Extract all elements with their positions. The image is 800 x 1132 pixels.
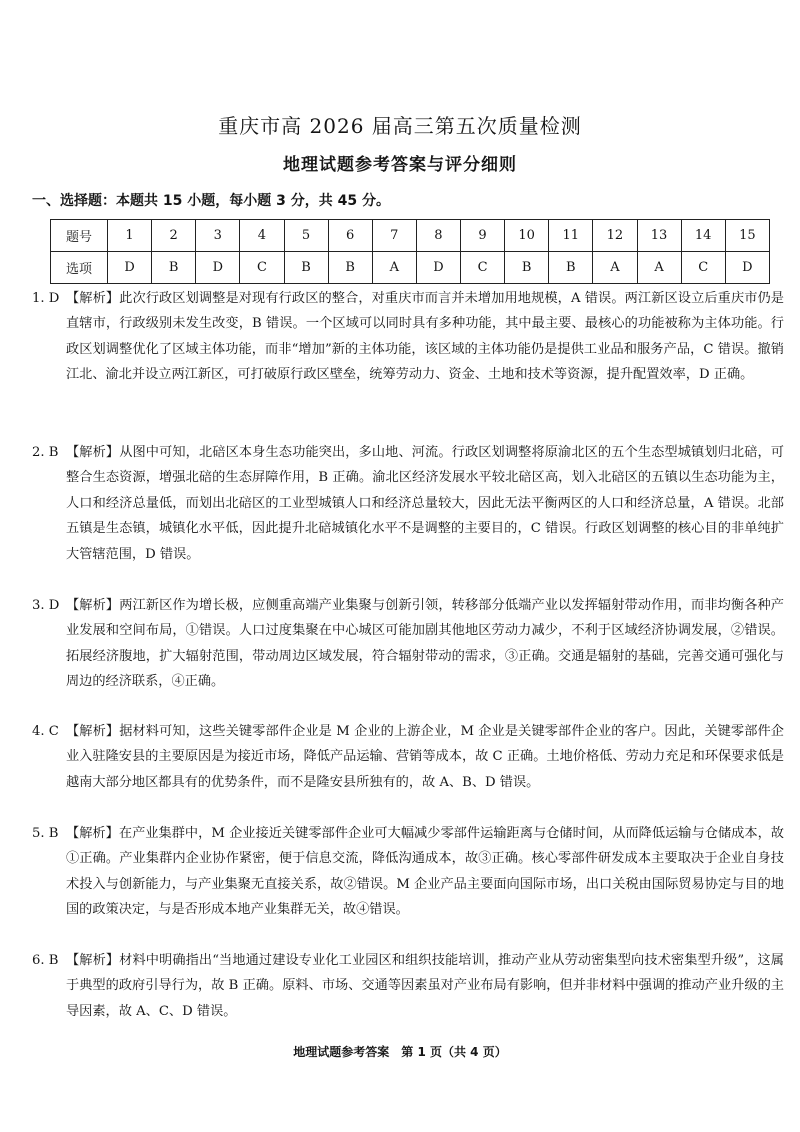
exam-title: 重庆市高 2026 届高三第五次质量检测 (218, 114, 582, 138)
answer-cell: C (681, 252, 725, 284)
answer-cell: B (328, 252, 372, 284)
question-number-cell: 5 (284, 220, 328, 252)
question-number-cell: 13 (637, 220, 681, 252)
item-number: 5. B (32, 826, 59, 841)
question-number-cell: 12 (593, 220, 637, 252)
item-explanation: 【解析】材料中明确指出“当地通过建设专业化工业园区和组织技能培训，推动产业从劳动密集型向技术密集型升级”，这属于典型的政府引导行为，故 B 正确。原料、市场、交通等因素虽对产业布局有影响，但并非材料中强调的推动产业升级的主导因素，故 A、C、D 错误。 (66, 953, 784, 1019)
explanation-item-5 (32, 821, 784, 923)
answer-cell: B (549, 252, 593, 284)
section-heading: 一、选择题：本题共 15 小题，每小题 3 分，共 45 分。 (32, 193, 390, 209)
answer-cell: A (593, 252, 637, 284)
question-number-cell: 3 (196, 220, 240, 252)
answer-cell: D (196, 252, 240, 284)
page-footer: 地理试题参考答案 第 1 页（共 4 页） (293, 1045, 507, 1059)
question-number-cell: 1 (108, 220, 152, 252)
explanation-item-1 (32, 286, 784, 388)
item-number: 4. C (32, 724, 59, 739)
answer-cell: B (152, 252, 196, 284)
answer-cell: C (461, 252, 505, 284)
question-number-cell: 6 (328, 220, 372, 252)
item-explanation: 【解析】在产业集群中，M 企业接近关键零部件企业可大幅减少零部件运输距离与仓储时间，从而降低运输与仓储成本，故①正确。产业集群内企业协作紧密，便于信息交流，降低沟通成本，故③正确。核心零部件研发成本主要取决于企业自身技术投入与创新能力，与产业集聚无直接关系，故②错误。M 企业产品主要面向国际市场，出口关税由国际贸易协定与目的地国的政策决定，与是否形成本地产业集群无关，故④错误。 (66, 826, 784, 918)
answer-table (50, 219, 770, 284)
answer-cell: D (725, 252, 769, 284)
item-explanation: 【解析】从图中可知，北碚区本身生态功能突出，多山地、河流。行政区划调整将原渝北区的五个生态型城镇划归北碚，可整合生态资源，增强北碚的生态屏障作用，B 正确。渝北区经济发展水平较北碚区高，划入北碚区的五镇以生态功能为主，人口和经济总量低，而划出北碚区的工业型城镇人口和经济总量较大，因此无法平衡两区的人口和经济总量，A 错误。北部五镇是生态镇，城镇化水平低，因此提升北碚城镇化水平不是调整的主要目的，C 错误。行政区划调整的核心目的非单纯扩大管辖范围，D 错误。 (66, 445, 784, 562)
question-number-cell: 8 (416, 220, 460, 252)
answer-cell: D (416, 252, 460, 284)
item-explanation: 【解析】两江新区作为增长极，应侧重高端产业集聚与创新引领，转移部分低端产业以发挥辐射带动作用，而非均衡各种产业发展和空间布局，①错误。人口过度集聚在中心城区可能加剧其他地区劳动力减少，不利于区域经济协调发展，②错误。拓展经济腹地，扩大辐射范围，带动周边区域发展，符合辐射带动的需求，③正确。交通是辐射的基础，完善交通可强化与周边的经济联系，④正确。 (66, 598, 784, 690)
question-number-cell: 11 (549, 220, 593, 252)
answer-cell: A (372, 252, 416, 284)
answer-cell: A (637, 252, 681, 284)
answer-cell: C (240, 252, 284, 284)
answer-cell: B (505, 252, 549, 284)
item-number: 2. B (32, 445, 59, 460)
question-number-cell: 10 (505, 220, 549, 252)
item-explanation: 【解析】此次行政区划调整是对现有行政区的整合，对重庆市而言并未增加用地规模，A 错误。两江新区设立后重庆市仍是直辖市，行政级别未发生改变，B 错误。一个区域可以同时具有多种功能，其中最主要、最核心的功能被称为主体功能。行政区划调整优化了区域主体功能，而非“增加”新的主体功能，该区域的主体功能仍是提供工业品和服务产品，C 错误。撤销江北、渝北并设立两江新区，可打破原行政区壁垒，统筹劳动力、资金、土地和技术等资源，提升配置效率，D 正确。 (66, 291, 784, 383)
explanation-item-2 (32, 440, 784, 567)
question-number-cell: 9 (461, 220, 505, 252)
answer-table-number-row (51, 220, 770, 252)
question-number-cell: 7 (372, 220, 416, 252)
explanation-item-4 (32, 719, 784, 795)
item-explanation: 【解析】据材料可知，这些关键零部件企业是 M 企业的上游企业，M 企业是关键零部件企业的客户。因此，关键零部件企业入驻隆安县的主要原因是为接近市场，降低产品运输、营销等成本，故 C 正确。土地价格低、劳动力充足和环保要求低是越南大部分地区都具有的优势条件，而不是隆安县所独有的，故 A、B、D 错误。 (66, 724, 784, 790)
answer-cell: D (108, 252, 152, 284)
item-number: 1. D (32, 291, 60, 306)
answer-cell: B (284, 252, 328, 284)
question-number-cell: 14 (681, 220, 725, 252)
row-label-number: 题号 (51, 220, 108, 252)
question-number-cell: 4 (240, 220, 284, 252)
row-label-option: 选项 (51, 252, 108, 284)
item-number: 3. D (32, 598, 60, 613)
explanation-item-3 (32, 593, 784, 695)
question-number-cell: 15 (725, 220, 769, 252)
answer-table-option-row (51, 252, 770, 284)
item-number: 6. B (32, 953, 59, 968)
answer-key-subtitle: 地理试题参考答案与评分细则 (283, 155, 517, 175)
explanation-item-6 (32, 948, 784, 1024)
question-number-cell: 2 (152, 220, 196, 252)
